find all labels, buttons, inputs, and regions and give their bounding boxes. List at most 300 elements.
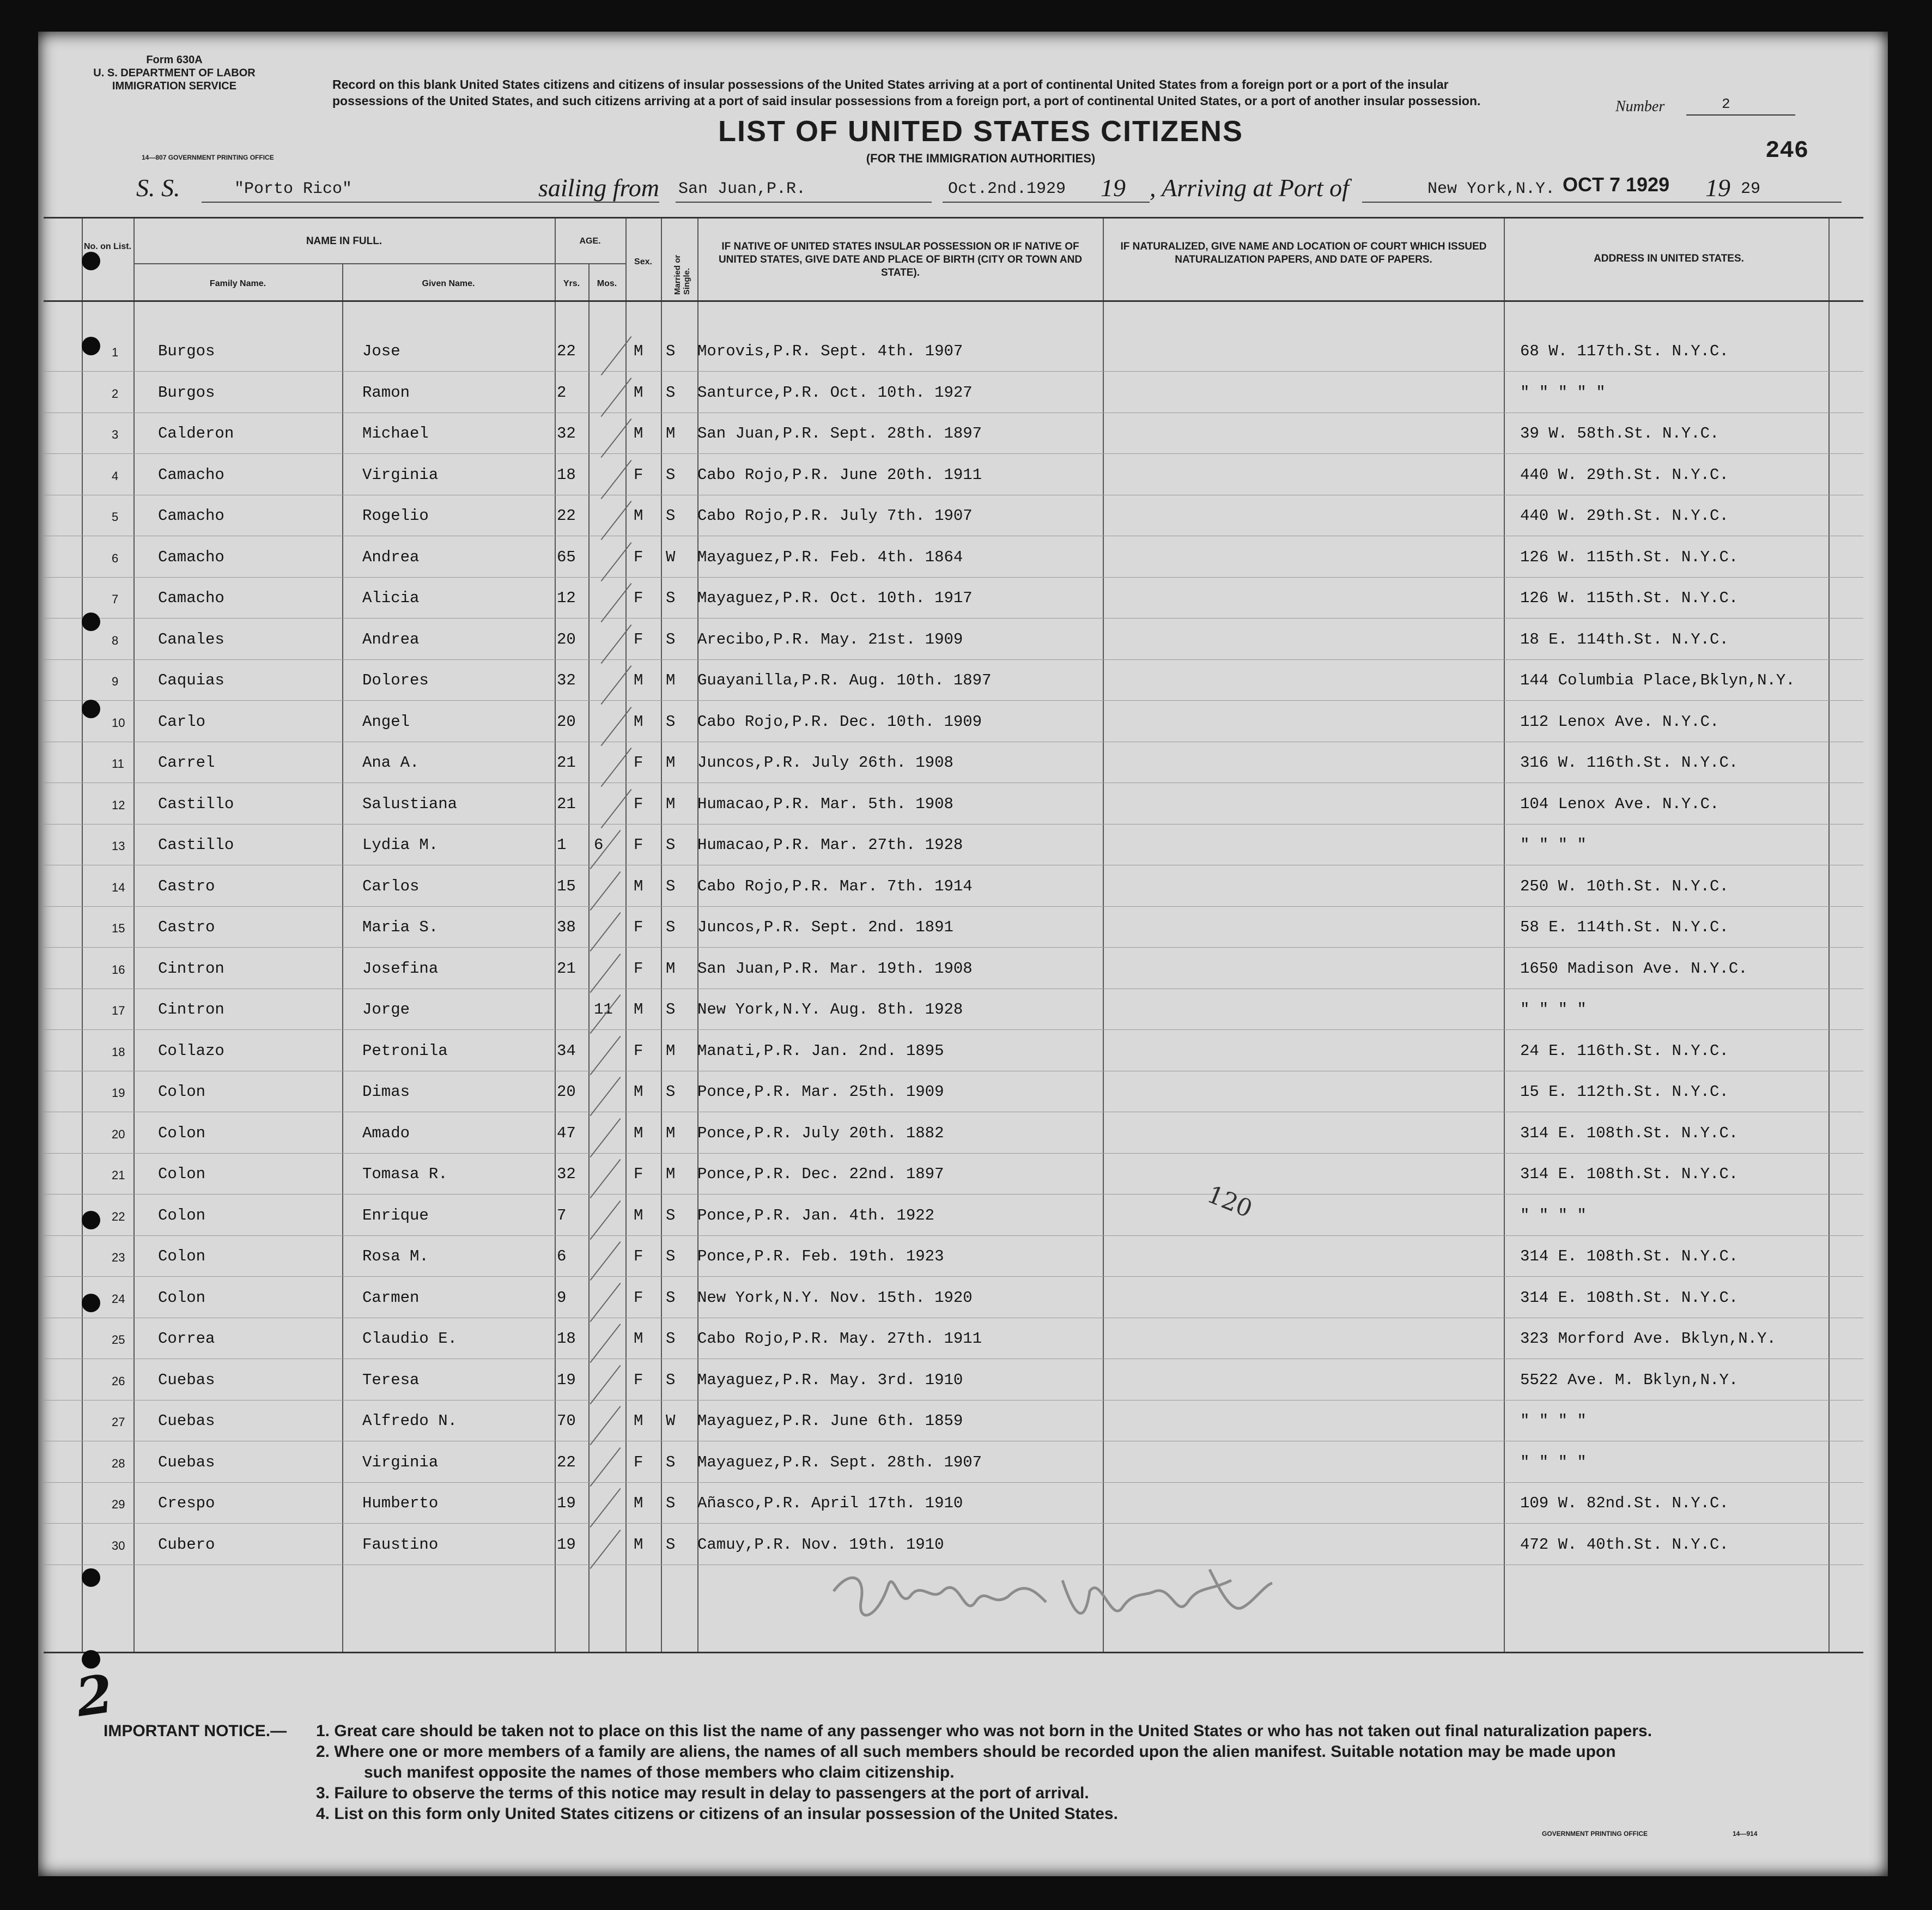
row-number: 27 bbox=[112, 1415, 125, 1429]
row-number: 19 bbox=[112, 1086, 125, 1100]
birth-place-date: Ponce,P.R. July 20th. 1882 bbox=[697, 1124, 944, 1142]
row-number: 3 bbox=[112, 428, 119, 441]
family-name: Carrel bbox=[158, 754, 215, 772]
family-name: Crespo bbox=[158, 1494, 215, 1512]
age-years: 20 bbox=[557, 630, 576, 648]
age-years: 22 bbox=[557, 342, 576, 360]
address: 18 E. 114th.St. N.Y.C. bbox=[1520, 630, 1729, 648]
birth-place-date: Cabo Rojo,P.R. July 7th. 1907 bbox=[697, 507, 973, 525]
age-months: 11 bbox=[594, 1001, 613, 1018]
punch-hole bbox=[82, 1211, 100, 1229]
table-row bbox=[0, 1083, 1932, 1121]
check-mark bbox=[590, 953, 621, 992]
age-years: 34 bbox=[557, 1041, 576, 1060]
check-mark bbox=[601, 542, 632, 581]
table-row bbox=[0, 507, 1932, 545]
row-number: 26 bbox=[112, 1374, 125, 1388]
punch-hole bbox=[82, 252, 100, 270]
marital-status: S bbox=[666, 1247, 676, 1265]
given-name: Ana A. bbox=[362, 754, 420, 772]
family-name: Cubero bbox=[158, 1535, 215, 1554]
row-number: 28 bbox=[112, 1456, 125, 1470]
sex: M bbox=[634, 671, 643, 689]
row-number: 20 bbox=[112, 1127, 125, 1141]
margin-annotation: 2 bbox=[72, 1662, 117, 1729]
family-name: Castillo bbox=[158, 795, 234, 813]
ship-name: "Porto Rico" bbox=[234, 180, 353, 198]
address: 58 E. 114th.St. N.Y.C. bbox=[1520, 918, 1729, 936]
marital-status: S bbox=[666, 1330, 676, 1348]
table-row bbox=[0, 877, 1932, 915]
given-name: Virginia bbox=[362, 465, 439, 484]
table-row bbox=[0, 671, 1932, 710]
arriving-label: , Arriving at Port of bbox=[1150, 174, 1349, 202]
check-mark bbox=[601, 583, 632, 622]
given-name: Claudio E. bbox=[362, 1330, 458, 1348]
notice-item-3: 3. Failure to observe the terms of this notice may result in delay to passengers at the port of arrival. bbox=[316, 1784, 1089, 1802]
check-mark bbox=[601, 419, 632, 458]
punch-hole bbox=[82, 613, 100, 631]
sex: F bbox=[634, 1041, 643, 1060]
arrival-date-stamp: OCT 7 1929 bbox=[1563, 173, 1670, 196]
birth-place-date: Mayaguez,P.R. Oct. 10th. 1917 bbox=[697, 589, 973, 607]
age-years: 21 bbox=[557, 754, 576, 772]
given-name: Dolores bbox=[362, 671, 429, 689]
col-name-in-full: NAME IN FULL. bbox=[306, 235, 382, 247]
given-name: Virginia bbox=[362, 1453, 439, 1471]
sex: F bbox=[634, 1453, 643, 1471]
birth-place-date: Manati,P.R. Jan. 2nd. 1895 bbox=[697, 1041, 944, 1060]
sex: F bbox=[634, 465, 643, 484]
check-mark bbox=[601, 748, 632, 787]
marital-status: M bbox=[666, 754, 676, 772]
year-suffix: 29 bbox=[1741, 180, 1761, 198]
sex: M bbox=[634, 1535, 643, 1554]
birth-place-date: Ponce,P.R. Dec. 22nd. 1897 bbox=[697, 1165, 944, 1183]
family-name: Carlo bbox=[158, 712, 206, 731]
table-row bbox=[0, 466, 1932, 504]
check-mark bbox=[590, 1241, 621, 1281]
birth-place-date: Morovis,P.R. Sept. 4th. 1907 bbox=[697, 342, 963, 360]
notice-heading: IMPORTANT NOTICE.— bbox=[104, 1722, 287, 1740]
address: 1650 Madison Ave. N.Y.C. bbox=[1520, 959, 1748, 978]
punch-hole bbox=[82, 337, 100, 355]
given-name: Josefina bbox=[362, 959, 439, 978]
year-prefix-1: 19 bbox=[1101, 174, 1126, 202]
family-name: Colon bbox=[158, 1288, 206, 1307]
page-title: LIST OF UNITED STATES CITIZENS bbox=[718, 115, 1243, 148]
birth-place-date: Ponce,P.R. Jan. 4th. 1922 bbox=[697, 1206, 935, 1224]
check-mark bbox=[601, 377, 632, 416]
gpo-imprint: 14—807 GOVERNMENT PRINTING OFFICE bbox=[142, 154, 274, 161]
check-mark bbox=[601, 624, 632, 663]
sex: M bbox=[634, 342, 643, 360]
row-number: 6 bbox=[112, 551, 119, 565]
age-years: 20 bbox=[557, 712, 576, 731]
check-mark bbox=[590, 1200, 621, 1239]
birth-place-date: Juncos,P.R. July 26th. 1908 bbox=[697, 754, 953, 772]
row-number: 29 bbox=[112, 1497, 125, 1511]
birth-place-date: Añasco,P.R. April 17th. 1910 bbox=[697, 1494, 963, 1512]
given-name: Rosa M. bbox=[362, 1247, 429, 1265]
family-name: Cintron bbox=[158, 959, 224, 978]
sex: M bbox=[634, 712, 643, 731]
age-years: 7 bbox=[557, 1206, 567, 1224]
sex: M bbox=[634, 1124, 643, 1142]
pencil-annotation: 120 bbox=[1203, 1180, 1256, 1223]
age-years: 15 bbox=[557, 877, 576, 895]
form-identifier bbox=[65, 53, 283, 93]
family-name: Correa bbox=[158, 1330, 215, 1348]
family-name: Calderon bbox=[158, 425, 234, 442]
marital-status: S bbox=[666, 1206, 676, 1224]
row-number: 1 bbox=[112, 345, 119, 359]
birth-place-date: Cabo Rojo,P.R. Dec. 10th. 1909 bbox=[697, 712, 982, 731]
check-mark bbox=[601, 459, 632, 499]
table-row bbox=[0, 960, 1932, 998]
given-name: Michael bbox=[362, 425, 429, 442]
sex: F bbox=[634, 754, 643, 772]
col-no-on-list: No. on List. bbox=[83, 242, 132, 251]
punch-hole bbox=[82, 700, 100, 718]
given-name: Enrique bbox=[362, 1206, 429, 1224]
col-age-mos: Mos. bbox=[597, 279, 617, 288]
age-years: 65 bbox=[557, 548, 576, 566]
birth-place-date: San Juan,P.R. Sept. 28th. 1897 bbox=[697, 425, 982, 442]
address: 440 W. 29th.St. N.Y.C. bbox=[1520, 465, 1729, 484]
marital-status: S bbox=[666, 465, 676, 484]
notice-item-2-cont: such manifest opposite the names of those members who claim citizenship. bbox=[364, 1763, 955, 1781]
given-name: Andrea bbox=[362, 548, 420, 566]
col-married-single: Married or Single. bbox=[673, 254, 691, 295]
family-name: Canales bbox=[158, 630, 224, 648]
table-row bbox=[0, 1165, 1932, 1203]
sex: F bbox=[634, 1247, 643, 1265]
given-name: Humberto bbox=[362, 1494, 439, 1512]
birth-place-date: Mayaguez,P.R. June 6th. 1859 bbox=[697, 1412, 963, 1430]
given-name: Dimas bbox=[362, 1083, 410, 1101]
marital-status: S bbox=[666, 712, 676, 731]
marital-status: S bbox=[666, 630, 676, 648]
marital-status: S bbox=[666, 1371, 676, 1389]
port-of-arrival: New York,N.Y. bbox=[1427, 180, 1556, 198]
row-number: 8 bbox=[112, 633, 119, 647]
address: 126 W. 115th.St. N.Y.C. bbox=[1520, 589, 1739, 607]
family-name: Camacho bbox=[158, 465, 224, 484]
address: 144 Columbia Place,Bklyn,N.Y. bbox=[1520, 671, 1795, 689]
notice-item-2: 2. Where one or more members of a family are aliens, the names of all such members should be recorded upon the alien manifest. Suitable notation may be made upon bbox=[316, 1743, 1616, 1761]
port-of-departure: San Juan,P.R. bbox=[678, 180, 806, 198]
row-number: 15 bbox=[112, 921, 125, 935]
age-years: 2 bbox=[557, 383, 567, 402]
marital-status: S bbox=[666, 1494, 676, 1512]
family-name: Colon bbox=[158, 1124, 206, 1142]
row-number: 18 bbox=[112, 1045, 125, 1059]
check-mark bbox=[601, 665, 632, 705]
birth-place-date: Juncos,P.R. Sept. 2nd. 1891 bbox=[697, 918, 953, 936]
inspector-signature bbox=[828, 1559, 1275, 1640]
address: 440 W. 29th.St. N.Y.C. bbox=[1520, 507, 1729, 525]
check-mark bbox=[590, 871, 621, 910]
marital-status: S bbox=[666, 1535, 676, 1554]
address: 316 W. 116th.St. N.Y.C. bbox=[1520, 754, 1739, 772]
family-name: Burgos bbox=[158, 383, 215, 402]
birth-place-date: Cabo Rojo,P.R. Mar. 7th. 1914 bbox=[697, 877, 973, 895]
sex: F bbox=[634, 1288, 643, 1307]
table-row bbox=[0, 1412, 1932, 1450]
col-place-of-birth: IF NATIVE OF UNITED STATES INSULAR POSSESSION OR IF NATIVE OF UNITED STATES, GIVE DATE AND PLACE OF BIRTH (CITY OR TOWN AND STATE). bbox=[718, 241, 1083, 278]
table-row bbox=[0, 754, 1932, 792]
given-name: Carmen bbox=[362, 1288, 420, 1307]
age-years: 18 bbox=[557, 1330, 576, 1348]
row-number: 12 bbox=[112, 798, 125, 812]
birth-place-date: New York,N.Y. Nov. 15th. 1920 bbox=[697, 1288, 973, 1307]
number-underline bbox=[1686, 114, 1795, 116]
sex: M bbox=[634, 507, 643, 525]
given-name: Alfredo N. bbox=[362, 1412, 458, 1430]
given-name: Lydia M. bbox=[362, 836, 439, 854]
given-name: Carlos bbox=[362, 877, 420, 895]
family-name: Cintron bbox=[158, 1001, 224, 1018]
punch-hole bbox=[82, 1294, 100, 1312]
family-name: Castro bbox=[158, 918, 215, 936]
notice-item-4: 4. List on this form only United States citizens or citizens of an insular possession of the United States. bbox=[316, 1805, 1118, 1823]
marital-status: S bbox=[666, 342, 676, 360]
address: 24 E. 116th.St. N.Y.C. bbox=[1520, 1041, 1729, 1060]
row-number: 30 bbox=[112, 1538, 125, 1553]
given-name: Tomasa R. bbox=[362, 1165, 448, 1183]
address: " " " " bbox=[1520, 1001, 1587, 1018]
family-name: Cuebas bbox=[158, 1412, 215, 1430]
given-name: Jose bbox=[362, 342, 400, 360]
row-number: 23 bbox=[112, 1251, 125, 1264]
address: 250 W. 10th.St. N.Y.C. bbox=[1520, 877, 1729, 895]
age-years: 21 bbox=[557, 795, 576, 813]
age-years: 38 bbox=[557, 918, 576, 936]
sex: F bbox=[634, 1371, 643, 1389]
sex: M bbox=[634, 1083, 643, 1101]
check-mark bbox=[590, 1159, 621, 1198]
check-mark bbox=[590, 1282, 621, 1321]
row-number: 21 bbox=[112, 1168, 125, 1182]
table-row bbox=[0, 1330, 1932, 1368]
address: " " " " bbox=[1520, 836, 1587, 854]
sex: M bbox=[634, 1001, 643, 1018]
sex: F bbox=[634, 918, 643, 936]
marital-status: M bbox=[666, 1165, 676, 1183]
table-row bbox=[0, 795, 1932, 833]
given-name: Alicia bbox=[362, 589, 420, 607]
row-number: 4 bbox=[112, 469, 119, 483]
service-name: IMMIGRATION SERVICE bbox=[112, 80, 237, 92]
birth-place-date: Humacao,P.R. Mar. 5th. 1908 bbox=[697, 795, 953, 813]
family-name: Colon bbox=[158, 1165, 206, 1183]
age-years: 19 bbox=[557, 1494, 576, 1512]
age-months: 6 bbox=[594, 836, 604, 854]
form-code: 14—914 bbox=[1733, 1830, 1758, 1838]
age-years: 19 bbox=[557, 1535, 576, 1554]
table-row bbox=[0, 1001, 1932, 1039]
sex: F bbox=[634, 959, 643, 978]
family-name: Colon bbox=[158, 1247, 206, 1265]
marital-status: M bbox=[666, 959, 676, 978]
marital-status: M bbox=[666, 671, 676, 689]
check-mark bbox=[601, 789, 632, 828]
address: 314 E. 108th.St. N.Y.C. bbox=[1520, 1288, 1739, 1307]
family-name: Castro bbox=[158, 877, 215, 895]
check-mark bbox=[590, 1365, 621, 1404]
table-row bbox=[0, 425, 1932, 463]
sex: M bbox=[634, 425, 643, 442]
address: " " " " bbox=[1520, 1453, 1587, 1471]
check-mark bbox=[590, 912, 621, 951]
given-name: Angel bbox=[362, 712, 410, 731]
sex: M bbox=[634, 383, 643, 402]
age-years: 9 bbox=[557, 1288, 567, 1307]
check-mark bbox=[590, 1529, 621, 1568]
sex: F bbox=[634, 548, 643, 566]
notice-item-1: 1. Great care should be taken not to place on this list the name of any passenger who was not born in the United States or who has not taken out final naturalization papers. bbox=[316, 1722, 1652, 1740]
birth-place-date: Ponce,P.R. Mar. 25th. 1909 bbox=[697, 1083, 944, 1101]
family-name: Collazo bbox=[158, 1041, 224, 1060]
marital-status: S bbox=[666, 507, 676, 525]
given-name: Jorge bbox=[362, 1001, 410, 1018]
given-name: Ramon bbox=[362, 383, 410, 402]
table-row bbox=[0, 713, 1932, 751]
table-row bbox=[0, 1042, 1932, 1080]
col-age: AGE. bbox=[579, 237, 601, 246]
age-years: 12 bbox=[557, 589, 576, 607]
marital-status: S bbox=[666, 836, 676, 854]
given-name: Andrea bbox=[362, 630, 420, 648]
row-number: 22 bbox=[112, 1209, 125, 1223]
address: 126 W. 115th.St. N.Y.C. bbox=[1520, 548, 1739, 566]
row-number: 10 bbox=[112, 716, 125, 730]
age-years: 70 bbox=[557, 1412, 576, 1430]
number-label: Number bbox=[1615, 98, 1665, 115]
age-years: 1 bbox=[557, 836, 567, 854]
sex: F bbox=[634, 589, 643, 607]
marital-status: S bbox=[666, 383, 676, 402]
table-row bbox=[0, 630, 1932, 669]
number-value: 2 bbox=[1722, 96, 1730, 112]
check-mark bbox=[601, 706, 632, 745]
intro-instructions: Record on this blank United States citizens and citizens of insular possessions of the United States arriving at a port of continental United States from a foreign port or a port of the insular possessions of the United States, and such citizens arriving at a port of said insular possessions from a foreign port, a port of continental United States, or a port of another insular possession. bbox=[332, 77, 1481, 108]
table-row bbox=[0, 1124, 1932, 1162]
check-mark bbox=[590, 1447, 621, 1486]
address: " " " " bbox=[1520, 1412, 1587, 1430]
check-mark bbox=[590, 1406, 621, 1445]
birth-place-date: Humacao,P.R. Mar. 27th. 1928 bbox=[697, 836, 963, 854]
marital-status: W bbox=[666, 1412, 676, 1430]
col-age-yrs: Yrs. bbox=[563, 279, 580, 288]
age-years: 32 bbox=[557, 425, 576, 442]
sex: F bbox=[634, 795, 643, 813]
address: 472 W. 40th.St. N.Y.C. bbox=[1520, 1535, 1729, 1554]
sex: M bbox=[634, 1330, 643, 1348]
row-number: 13 bbox=[112, 839, 125, 853]
col-naturalization: IF NATURALIZED, GIVE NAME AND LOCATION OF COURT WHICH ISSUED NATURALIZATION PAPERS, AND DATE OF PAPERS. bbox=[1120, 241, 1487, 265]
marital-status: W bbox=[666, 548, 676, 566]
row-number: 17 bbox=[112, 1004, 125, 1017]
birth-place-date: Cabo Rojo,P.R. May. 27th. 1911 bbox=[697, 1330, 982, 1348]
marital-status: S bbox=[666, 1001, 676, 1018]
birth-place-date: New York,N.Y. Aug. 8th. 1928 bbox=[697, 1001, 963, 1018]
gpo-imprint-bottom: GOVERNMENT PRINTING OFFICE bbox=[1542, 1830, 1648, 1838]
family-name: Cuebas bbox=[158, 1371, 215, 1389]
check-mark bbox=[590, 1324, 621, 1363]
family-name: Camacho bbox=[158, 507, 224, 525]
age-years: 32 bbox=[557, 1165, 576, 1183]
birth-place-date: Cabo Rojo,P.R. June 20th. 1911 bbox=[697, 465, 982, 484]
birth-place-date: Santurce,P.R. Oct. 10th. 1927 bbox=[697, 383, 973, 402]
address: " " " " " bbox=[1520, 383, 1606, 402]
ss-label: S. S. bbox=[136, 174, 180, 202]
given-name: Maria S. bbox=[362, 918, 439, 936]
age-years: 47 bbox=[557, 1124, 576, 1142]
birth-place-date: Camuy,P.R. Nov. 19th. 1910 bbox=[697, 1535, 944, 1554]
marital-status: S bbox=[666, 589, 676, 607]
sex: F bbox=[634, 630, 643, 648]
given-name: Faustino bbox=[362, 1535, 439, 1554]
col-address: ADDRESS IN UNITED STATES. bbox=[1594, 253, 1744, 264]
family-name: Camacho bbox=[158, 589, 224, 607]
address: 15 E. 112th.St. N.Y.C. bbox=[1520, 1083, 1729, 1101]
age-years: 22 bbox=[557, 1453, 576, 1471]
col-sex: Sex. bbox=[634, 257, 652, 266]
marital-status: M bbox=[666, 1041, 676, 1060]
table-row bbox=[0, 918, 1932, 956]
table-row bbox=[0, 384, 1932, 422]
row-number: 25 bbox=[112, 1333, 125, 1347]
address: 109 W. 82nd.St. N.Y.C. bbox=[1520, 1494, 1729, 1512]
check-mark bbox=[601, 501, 632, 540]
birth-place-date: Mayaguez,P.R. Sept. 28th. 1907 bbox=[697, 1453, 982, 1471]
marital-status: S bbox=[666, 877, 676, 895]
form-number: Form 630A bbox=[146, 54, 203, 66]
department-name: U. S. DEPARTMENT OF LABOR bbox=[93, 67, 256, 79]
age-years: 6 bbox=[557, 1247, 567, 1265]
age-years: 18 bbox=[557, 465, 576, 484]
page-subtitle: (FOR THE IMMIGRATION AUTHORITIES) bbox=[866, 151, 1096, 165]
given-name: Amado bbox=[362, 1124, 410, 1142]
marital-status: S bbox=[666, 918, 676, 936]
check-mark bbox=[590, 1035, 621, 1075]
row-number: 16 bbox=[112, 962, 125, 977]
page-number: 246 bbox=[1765, 137, 1809, 165]
birth-place-date: Guayanilla,P.R. Aug. 10th. 1897 bbox=[697, 671, 992, 689]
table-row bbox=[0, 548, 1932, 586]
col-given-name: Given Name. bbox=[422, 279, 475, 288]
given-name: Rogelio bbox=[362, 507, 429, 525]
birth-place-date: Mayaguez,P.R. Feb. 4th. 1864 bbox=[697, 548, 963, 566]
table-row bbox=[0, 836, 1932, 874]
sex: M bbox=[634, 1412, 643, 1430]
voyage-line bbox=[136, 173, 1825, 206]
row-number: 7 bbox=[112, 592, 119, 606]
table-row bbox=[0, 1206, 1932, 1245]
age-years: 32 bbox=[557, 671, 576, 689]
birth-place-date: Ponce,P.R. Feb. 19th. 1923 bbox=[697, 1247, 944, 1265]
sex: M bbox=[634, 877, 643, 895]
family-name: Caquias bbox=[158, 671, 224, 689]
given-name: Teresa bbox=[362, 1371, 420, 1389]
birth-place-date: San Juan,P.R. Mar. 19th. 1908 bbox=[697, 959, 973, 978]
sailing-label: sailing from bbox=[538, 174, 659, 202]
address: 314 E. 108th.St. N.Y.C. bbox=[1520, 1247, 1739, 1265]
check-mark bbox=[590, 1077, 621, 1116]
check-mark bbox=[601, 336, 632, 375]
